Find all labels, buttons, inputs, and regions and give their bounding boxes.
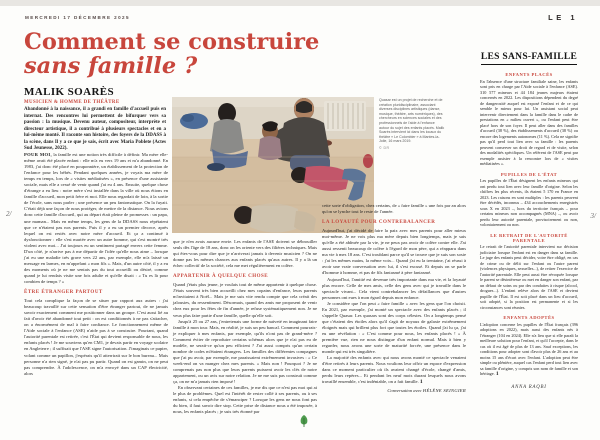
sidebar-title: LES SANS-FAMILLE [481, 52, 577, 65]
subhead-etre-etranger: ÊTRE ÉTRANGER PARTOUT [24, 290, 103, 296]
paragraph-text: la famille est une notion très difficile à définir. Ma mère elle-même avait été placée enfant : elle m'a eu vers 19 ans et m'a abandonné. En 1983, j'ai donc été placé en pouponnière, un établissement de la protection de l'enfance pour les bébés. Pendant quelques années, je voyais ma mère de temps en temps, lors de « visites médiatisées », en présence d'une assistante sociale, mais elle a cessé de venir quand j'ai eu 4 ans. Ensuite, quelque chose d'étrange a eu lieu : notre mère s'est installée dans la ville où nous étions en famille d'accueil, mon petit frère et moi. Elle nous regardait de loin, à la sortie de l'école, sans nous parler ; une présence un peu fantomatique. On la fuyait. C'était déjà une façon de nous protéger, de mettre de la distance. Nous avions donc cette famille d'accueil, qui au départ était pleine de promesses : un papa, une maman... Mais en même temps, les gens de la DDASS nous répétaient que ce n'étaient pas nos parents. Puis il y a eu un premier divorce, après lequel on est restés avec notre mère d'accueil. Et ça a continué à dysfonctionner : elle s'est mariée avec un autre homme, qui s'est montré très violent avec moi... J'ai toujours eu un sentiment partagé envers cette femme. D'un côté, je n'arrive pas à me départir de l'idée qu'elle nous aime – lorsque j'ai eu une maladie très grave vers 22 ans, par exemple, elle m'a laissé un message en larmes, en m'appelant « mon fils ». Mais, d'un autre côté, il y a eu des moments où je ne me sentais pas du tout accueilli ou désiré, comme quand je lui rendais visite une fois adulte et qu'elle disait : « Tu es là pour combien de temps ? » [24, 152, 168, 284]
paragraph: Je considère que l'on peut « faire famille » avec les gens que l'on choisit. En 2021, par exemple, j'ai monté un spectacle avec des enfants placés ; il s'appelle Quasar. Les quasars sont des corps célestes. On a longtemps pensé que c'étaient des étoiles alors qu'il s'agit de noyaux de galaxie extrêmement éloignés mais qui brillent plus fort que toutes les étoiles. Quand j'ai lu ça, j'ai eu une révélation : « C'est comme pour nous, les enfants placés ! » À première vue, rien ne nous distingue d'un enfant normal. Mais à bien y regarder, nous avons une sorte de maturité forcée, une présence dans le monde qui est très singulière. [322, 300, 466, 355]
page-number-right: 3/ [590, 212, 596, 220]
date-kicker: MERCREDI 17 DÉCEMBRE 2025 [25, 15, 130, 20]
article-column-1 [24, 152, 168, 377]
sidebar-heading-pupilles: PUPILLES DE L'ÉTAT [500, 171, 558, 177]
sidebar-body-pupilles: Les pupilles de l'État désignent les enfants mineurs qui ont perdu tout lien avec leur famille d'origine. Selon les chiffres les plus récents, ils étaient 5 170 en France en 2023. Les raisons en sont multiples : les parents peuvent être décédés, inconnus – 434 accouchements enregistrés sous X en 2023 –, hors du territoire français – pour certains mineurs non accompagnés (MNA) –, ou avoir perdu leur autorité parentale, provisoirement ou non, volontairement ou non. [480, 178, 578, 227]
photo-credit: © DR [379, 145, 390, 150]
paragraph [322, 355, 466, 385]
sidebar-heading-enfants-places: ENFANTS PLACÉS [505, 72, 553, 77]
leaf-ornament-icon [299, 414, 309, 426]
masthead-logo: LE 1 [548, 13, 578, 22]
le1-end-mark: 1 [419, 379, 423, 386]
sidebar-body-text: L'adoption concerne les pupilles de l'État français (396 adoptions en 2022), mais aussi des enfants nés à l'étranger (104 en 2024). Elle n'a lieu que si elle paraît la meilleure solution pour l'enfant, et qu'il l'accepte, dans le cas où il est âgé de plus de 13 ans. Sauf exceptions, les conditions pour adopter sont d'avoir plus de 26 ans et au moins 15 ans d'écart avec l'enfant. L'adoption peut être simple ou plénière, auquel cas l'enfant perd tout lien avec sa famille d'origine, y compris son nom de famille et son héritage. [480, 321, 578, 376]
interview-signoff [322, 388, 466, 394]
author-role: MUSICIEN & HOMME DE THÉÂTRE [24, 100, 120, 105]
author-name: MALIK SOARÈS [24, 86, 115, 98]
sidebar-heading-retrait: LE RETRAIT DE L'AUTORITÉ PARENTALE [490, 232, 568, 243]
article-column-3 [322, 203, 466, 394]
paragraph: Quand j'étais plus jeune, je voulais tout de même appartenir à quelque chose. J'étais souvent très bien accueilli chez mes copains d'enfance, leurs parents m'invitaient à Noël... Mais je me suis vite rendu compte que cela créait des jalousies, du ressentiment. Désormais, quand des amis me proposent de venir chez eux pour les fêtes de fin d'année, je refuse systématiquement non. Je ne veux plus faire partie d'une famille, quelle qu'elle soit. [173, 282, 317, 318]
signoff-label: Conversation avec [387, 388, 423, 394]
sidebar-body-enfants-places: En l'absence d'une structure familiale saine, les enfants sont pris en charge par l'Aide sociale à l'enfance (ASE). 310 577 mineurs et 44 184 jeunes majeurs étaient concernés en 2022. Les dispositions dépendent du degré de dangerosité auquel est exposé l'enfant et de ce qui semble le mieux pour lui. Un assistant social peut intervenir directement dans la famille dans le cadre de prestations en « milieu ouvert », ou l'enfant peut être placé hors de son foyer. Il peut aller dans des familles d'accueil (38 %), des établissements d'accueil (38 %) ou encore des logements autonomes (11 %). Cela ne signifie pas qu'il perd tout lien avec sa famille : les parents peuvent conserver un droit de regard et de visite, selon des modalités spécifiques. Un référent de l'ASE peut par exemple assister à la rencontre lors de « visites médiatisées ». [480, 78, 578, 166]
headline-line1: Comment se construire [24, 29, 320, 55]
subhead-loyaute: LA LOYAUTÉ POUR CONTREBALANCER [322, 220, 436, 226]
paragraph: Aujourd'hui, j'ai décidé de faire la paix avec mes parents pour aller mieux moi-même. Je ne vois plus ma mère depuis bien longtemps, mais je sais qu'elle a été abîmée par la vie, je ne peux pas avoir de colère contre elle. J'ai aussi ressenti beaucoup de colère à l'égard de mon père, qui a réapparu dans ma vie à mes 18 ans. C'est troublant parce qu'il se trouve que je suis son sosie : j'ai les mêmes mains, la même voix... Quand j'ai eu la trentaine, j'ai réussi à avoir une vraie conversation avec lui, il s'est excusé. Et depuis on se parle d'homme à homme, et pas de fils fantasmé à père fantasmé. [322, 228, 466, 276]
paragraph: Jusqu'à 25 ou 27 ans, j'entretenais une forme de naïveté en imaginant faire famille à mon tour. Mais, en réalité, je suis un peu bancal. Comment pourrais-je expliquer à mes enfants, par exemple, qu'ils n'ont pas de grand-mère ? Comment éviter de reproduire certains schémas alors que je n'ai pas eu de modèle, ne serait-ce qu'un peu efficient ? J'ai aussi compris qu'un certain nombre de codes m'étaient étrangers. Les familles des différentes compagnes que j'ai pu avoir, par exemple, me paraissaient extrêmement invasives : « Ce week-end on va manger chez mes parents. » Mais non ! Pourquoi ? Je ne comprenais pas non plus que leurs parents puissent avoir les clés de notre appartement, ou un avis sur notre relation. Je ne me suis pas construit comme ça, on ne m'a jamais rien imposé ! [173, 318, 317, 385]
subhead-appartenir: APPARTENIR À QUELQUE CHOSE [173, 274, 269, 280]
photo-caption [379, 98, 445, 151]
paragraph [24, 152, 168, 285]
newspaper-page [0, 6, 600, 440]
sidebar-heading-adoptes: ENFANTS ADOPTÉS [503, 315, 555, 320]
sidebar-body-retrait: Le retrait de l'autorité parentale intervient sur décision judiciaire lorsque l'enfant est en danger dans sa famille. Le juge des enfants peut décider, voire être obligé, en cas de crime ou de délit sur l'enfant ou l'autre parent (violences physiques, sexuelles...), de retirer l'exercice de l'autorité parentale. Elle peut aussi être révoquée lorsque le parent se désintéresse ou met en danger son enfant, par un défaut de soins ou par des conduites à risque (alcool, drogues...). L'enfant relève alors de l'ASE et devient pupille de l'État. Il est soit placé dans un lieu d'accueil, soit adopté, si la position est permanente et si les circonstances sont réunies. [480, 244, 578, 310]
sidebar-les-sans-famille [480, 46, 578, 390]
paragraph: cette sorte d'obligation, chez certains, de « faire famille » une fois par an alors qu'on se lynche tout le reste de l'année. [322, 203, 466, 215]
sidebar-body-adoptes [480, 322, 578, 378]
paragraph: que je n'en avais aucune envie. Les enfants de l'ASE doivent se débrouiller seuls dès l'âge de 18 ans, donc on les oriente vers des filières techniques. Mais qui êtes-vous pour dire que je n'arriverai jamais à devenir musicien ? On ne donne pas les mêmes chances aux enfants placés qu'aux autres. Il y a là un échec collectif de la société, cela me met régulièrement en colère. [173, 239, 317, 269]
paragraph: En observant certaines de ces familles, je me dis que ce n'est pas moi qui ai le plus de problèmes. Quel est l'intérêt de rester collé à ses parents, ou à ses enfants, si cela empêche de s'émanciper ? Lorsque les gens ne nous font pas du bien, il faut savoir dire stop. Cette prise de distance nous a été imposée, à nous, les enfants placés ; je suis très étonné par [173, 385, 317, 415]
paragraph: Tout cela complique la façon de se situer par rapport aux autres : j'ai beaucoup travaillé sur cette sensation d'être étranger partout, de ne jamais savoir exactement comment me positionner dans un groupe. C'est aussi lié au fait d'avoir été abandonné tout petit : on est conditionnés à ne pas s'attacher, on a énormément de mal à faire confiance. Le fonctionnement même de l'Aide sociale à l'enfance (ASE) n'aide pas à se construire. Pourtant, quand l'autorité parentale est retirée, c'est l'État qui devient responsable de nous, les enfants placés ! Je me souviens qu'en CM1, je devais partir en voyage scolaire en Angleterre ; il suffisait que l'ASE signe l'autorisation. J'imaginais ce papier, volant comme un papillon, j'espérais qu'il atterrirait sur le bon bureau... Mais personne n'a rien signé, je n'ai pas pu partir. Quand on est gamin, on ne peut pas comprendre. À l'adolescence, on m'a envoyé dans un CAP électricité, alors [24, 298, 168, 376]
paragraph-text: La majorité des enfants avec qui nous avons monté ce spectacle venaient d'être retirés à leurs parents. Nous voulions leur offrir un espace d'expression dans ce moment particulier où ils avaient changé d'école, changé d'amis, perdu leurs repères... Et pendant les neuf mois durant lesquels nous avons travaillé ensemble, c'est indéniable, on a fait famille. [322, 355, 466, 385]
article-column-2 [173, 239, 317, 415]
lead-in: POUR MOI, [24, 152, 52, 157]
paragraph: Aujourd'hui, l'amitié est devenue très importante dans ma vie, et la loyauté plus encore. Celle de mes amis, celle des gens avec qui je travaille dans le spectacle vivant... Cela vient contrebalancer les défaillances que d'autres personnes ont eues à mon égard depuis mon enfance. [322, 276, 466, 300]
photo-caption-text: Quasar est un projet de recherche et de création pluridisciplinaire, associant diverses disciplines artistiques (danse, musique, théâtre, arts numériques), des chercheurs en sciences sociales et des professionnels de l'aide à l'enfance autour du sujet des enfants placés. Malik Soarès intervient ici dans les locaux du théâtre « Le Colombier » à Mantes-la-Jolie, 16 mars 2019. [379, 98, 445, 144]
author-bio: Abandonné à la naissance, il a grandi en famille d'accueil puis en internat. Des rencontres lui permettent de bifurquer vers sa passion : la musique. Devenu auteur, compositeur, interprète et directeur artistique, il a contribué à plusieurs spectacles et en a lui-même monté. Il raconte son histoire, des foyers de la DDASS à la scène, dans Il y a ce que je sais, écrit avec Maria Poblete (Actes Sud Jeunesse, 2022). [24, 107, 166, 151]
page-title [24, 30, 319, 78]
author-block [24, 86, 166, 153]
le1-end-mark: 1 [495, 371, 499, 377]
interviewer-name: HÉLÈNE SEINGIER [422, 388, 466, 394]
sidebar-byline: ANNA RAQBI [511, 384, 547, 390]
headline-line2: sans famille ? [24, 53, 198, 79]
page-number-left: 2/ [6, 210, 12, 218]
